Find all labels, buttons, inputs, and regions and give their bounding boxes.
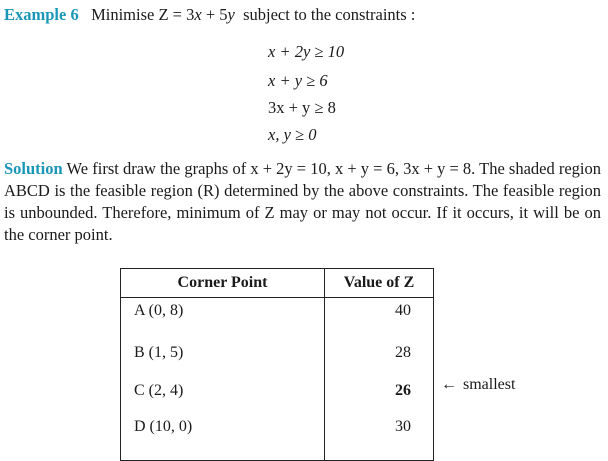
example-text-prefix: Minimise Z = 3 [91,5,195,24]
left-arrow-icon: ← [441,376,457,393]
corner-point-cell: D (10, 0) [121,410,325,461]
example-var-x: x [194,5,202,24]
corner-point-cell: A (0, 8) [121,298,325,335]
example-label: Example 6 [4,5,79,24]
solution-label: Solution [4,159,63,178]
table-row [121,410,434,461]
table-row [121,298,434,335]
table-header-row [121,269,434,298]
solution-paragraph [4,158,601,246]
smallest-note [441,376,515,394]
constraint-4: x, y ≥ 0 [268,125,317,144]
example-var-y: y [227,5,235,24]
example-text-mid: + 5 [201,5,228,24]
constraint-1: x + 2y ≥ 10 [268,42,345,61]
constraint-2: x + y ≥ 6 [268,71,328,90]
example-text-suffix: subject to the constraints : [243,5,416,24]
header-corner-point: Corner Point [121,269,325,298]
corner-point-table [120,268,434,461]
table-row [121,372,434,410]
constraint-3: 3x + y ≥ 8 [268,98,336,117]
z-value-cell: 40 [395,302,411,319]
z-value-cell-minimum: 26 [395,382,411,399]
z-value-cell: 30 [395,418,411,435]
example-heading [4,5,415,25]
corner-point-cell: B (1, 5) [121,334,325,372]
solution-text: We first draw the graphs of x + 2y = 10, x + y = 6, 3x + y = 8. The shaded region ABCD is the feasible region (R) determined by the above constraints. The feasible region is unbounded. Therefore, minimum of Z may or may not occur. If it occurs, it will be on the corner point. [4,159,602,244]
header-value-of-z: Value of Z [325,269,434,298]
z-value-cell: 28 [395,344,411,361]
corner-point-cell: C (2, 4) [121,372,325,410]
table-row [121,334,434,372]
smallest-label: smallest [463,376,516,393]
